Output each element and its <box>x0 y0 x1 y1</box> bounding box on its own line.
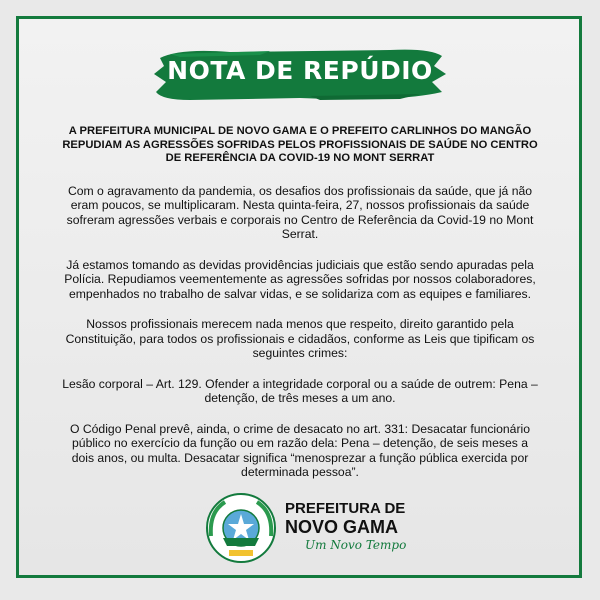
footer-logo <box>205 492 405 572</box>
brand-line1: PREFEITURA DE <box>285 500 406 517</box>
brand-text <box>285 500 415 553</box>
paragraph-5: O Código Penal prevê, ainda, o crime de desacato no art. 331: Desacatar funcionário público no exercício da função ou em razão dela: Pena – detenção, de seis meses a dois anos, ou multa. Desacatar significa “menosprezar a função pública exercida por determinada pessoa”. <box>69 421 530 479</box>
paragraph-3: Nossos profissionais merecem nada menos que respeito, direito garantido pela Constituição, para todos os profissionais e cidadãos, conforme as Leis que tipificam os seguintes crimes: <box>65 317 535 360</box>
municipal-seal-icon <box>205 492 277 564</box>
title-banner <box>150 44 450 106</box>
paragraph-1: Com o agravamento da pandemia, os desafios dos profissionais da saúde, que já não eram poucos, se multiplicaram. Nesta quinta-feira, 27, nossos profissionais da saúde sofreram agressões verbais e corporais no Centro de Referência da Covid-19 no Mont Serrat. <box>66 183 534 241</box>
paragraph-4: Lesão corporal – Art. 129. Ofender a integridade corporal ou a saúde de outrem: Pena – detenção, de três meses a um ano. <box>62 376 538 405</box>
paragraph-2: Já estamos tomando as devidas providências judiciais que estão sendo apuradas pela Polícia. Repudiamos veementemente as agressões sofridas por nossos colaboradores, empenhados no trabalho de salvar vidas, e se solidariza com as equipes e familiares. <box>64 257 536 301</box>
brand-tagline: Um Novo Tempo <box>305 538 407 552</box>
brand-line2: NOVO GAMA <box>285 517 399 537</box>
page-title: NOTA DE REPÚDIO <box>167 56 433 85</box>
headline: A PREFEITURA MUNICIPAL DE NOVO GAMA E O PREFEITO CARLINHOS DO MANGÃO REPUDIAM AS AGRESSÕES SOFRIDAS PELOS PROFISSIONAIS DE SAÚDE NO CENTRO DE REFERÊNCIA DA COVID-19 NO MONT SERRAT <box>62 125 538 164</box>
document-body <box>60 125 540 496</box>
